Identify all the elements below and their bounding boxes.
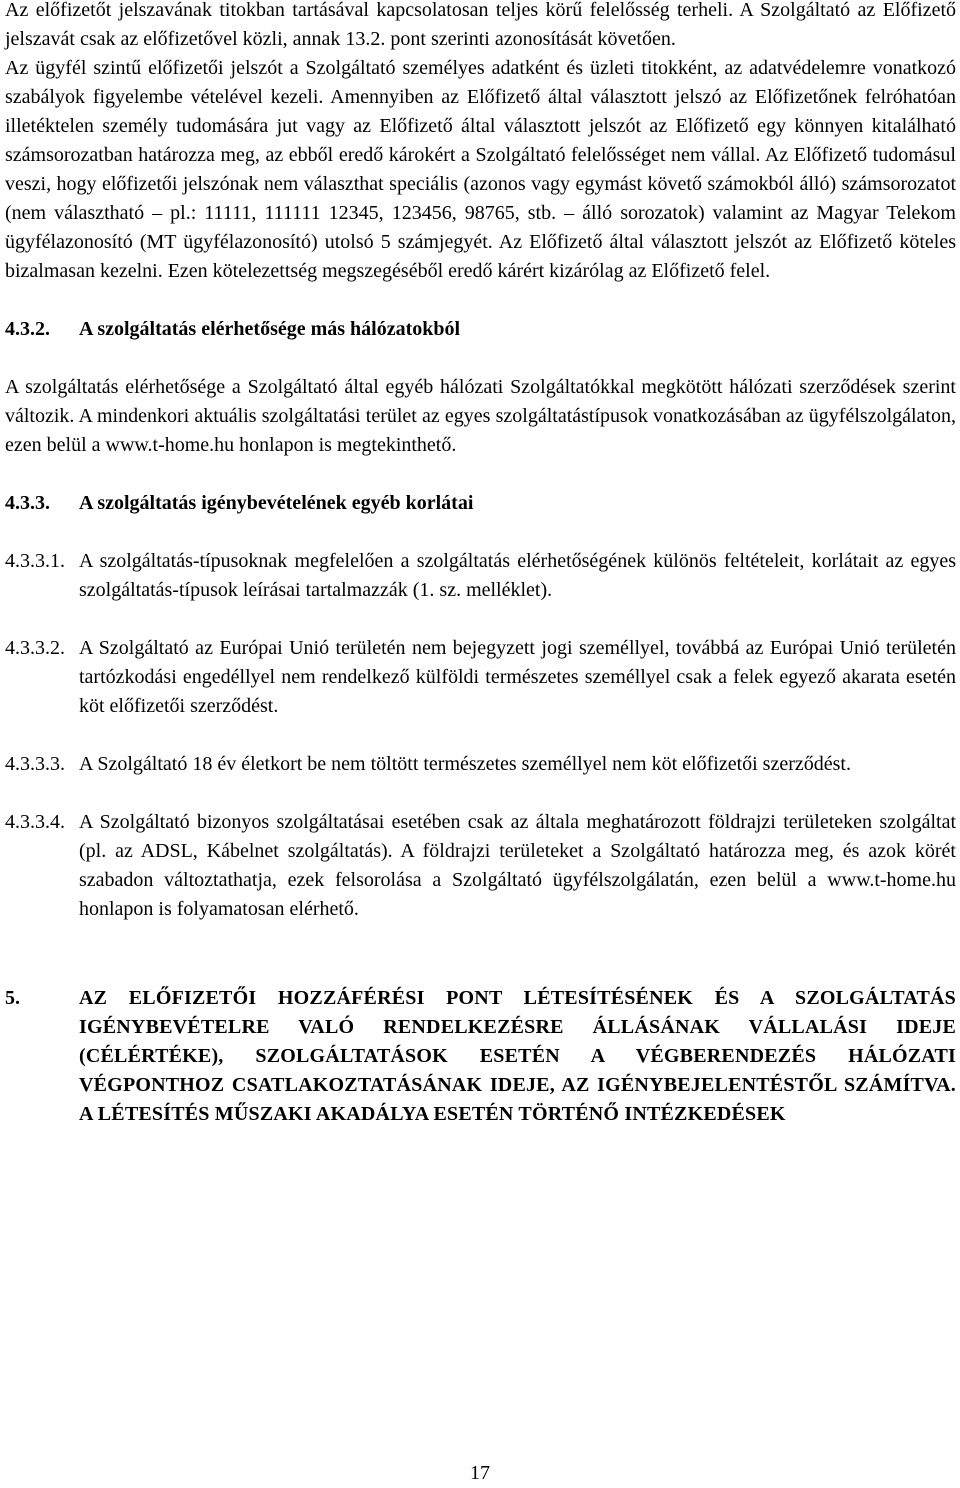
intro-paragraph-password-responsibility: Az előfizetőt jelszavának titokban tartásával kapcsolatosan teljes körű felelősség terheli. A Szolgáltató az Előfizető jelszavát csak az előfizetővel közli, annak 13.2. pont szerinti azonosítását követően. <box>5 0 956 50</box>
section-number: 4.3.2. <box>5 318 50 340</box>
section-title: A szolgáltatás igénybevételének egyéb korlátai <box>79 492 474 514</box>
subsection-4-3-3-1 <box>5 547 956 605</box>
intro-paragraph-password-handling: Az ügyfél szintű előfizetői jelszót a Szolgáltató személyes adatként és üzleti titokként, az adatvédelemre vonatkozó szabályok figyelembe vételével kezeli. Amennyiben az Előfizető által választott jelszó az Előfizetőnek felróhatóan illetéktelen személy tudomására jut vagy az Előfizető által választott jelszót az Előfizető egy könnyen kitalálható számsorozatban határozza meg, az ebből eredő károkért a Szolgáltató felelősséget nem vállal. Az Előfizető tudomásul veszi, hogy előfizetői jelszónak nem választhat speciális (azonos vagy egymást követő számokból álló) számsorozatot (nem választható – pl.: 11111, 111111 12345, 123456, 98765, stb. – álló sorozatok) valamint az Magyar Telekom ügyfélazonosító (MT ügyfélazonosító) utolsó 5 számjegyét. Az Előfizető által választott jelszót az Előfizető köteles bizalmasan kezelni. Ezen kötelezettség megszegéséből eredő kárért kizárólag az Előfizető felel. <box>5 57 956 282</box>
section-heading-4-3-2 <box>5 315 956 344</box>
chapter-title: AZ ELŐFIZETŐI HOZZÁFÉRÉSI PONT LÉTESÍTÉSÉNEK ÉS A SZOLGÁLTATÁS IGÉNYBEVÉTELRE VALÓ RENDELKEZÉSRE ÁLLÁSÁNAK VÁLLALÁSI IDEJE (CÉLÉRTÉKE), SZOLGÁLTATÁSOK ESETÉN A VÉGBERENDEZÉS HÁLÓZATI VÉGPONTHOZ CSATLAKOZTATÁSÁNAK IDEJE, AZ IGÉNYBEJELENTÉSTŐL SZÁMÍTVA. A LÉTESÍTÉS MŰSZAKI AKADÁLYA ESETÉN TÖRTÉNŐ INTÉZKEDÉSEK <box>79 987 956 1125</box>
section-number: 4.3.3. <box>5 492 50 514</box>
subsection-4-3-3-3 <box>5 750 956 779</box>
subsection-4-3-3-4 <box>5 808 956 924</box>
section-4-3-2-body: A szolgáltatás elérhetősége a Szolgáltató által egyéb hálózati Szolgáltatókkal megkötött hálózati szerződések szerint változik. A mindenkori aktuális szolgáltatási terület az egyes szolgáltatástípusok vonatkozásában az ügyfélszolgálaton, ezen belül a www.t-home.hu honlapon is megtekinthető. <box>5 376 956 456</box>
subsection-number: 4.3.3.3. <box>5 753 65 775</box>
subsection-number: 4.3.3.1. <box>5 550 65 572</box>
subsection-text: A szolgáltatás-típusoknak megfelelően a szolgáltatás elérhetőségének különös feltételeit, korlátait az egyes szolgáltatás-típusok leírásai tartalmazzák (1. sz. melléklet). <box>79 550 956 601</box>
subsection-number: 4.3.3.4. <box>5 811 65 833</box>
page-number: 17 <box>470 1462 490 1484</box>
section-heading-4-3-3 <box>5 489 956 518</box>
document-page <box>5 0 956 1129</box>
subsection-number: 4.3.3.2. <box>5 637 65 659</box>
subsection-text: A Szolgáltató az Európai Unió területén nem bejegyzett jogi személlyel, továbbá az Európai Unió területén tartózkodási engedéllyel nem rendelkező külföldi természetes személlyel csak a felek egyező akarata esetén köt előfizetői szerződést. <box>79 637 956 717</box>
subsection-4-3-3-2 <box>5 634 956 721</box>
subsection-text: A Szolgáltató 18 év életkort be nem töltött természetes személlyel nem köt előfizetői szerződést. <box>79 753 851 775</box>
chapter-heading-5 <box>5 984 956 1129</box>
chapter-number: 5. <box>5 987 20 1009</box>
section-title: A szolgáltatás elérhetősége más hálózatokból <box>79 318 461 340</box>
subsection-text: A Szolgáltató bizonyos szolgáltatásai esetében csak az általa meghatározott földrajzi területeken szolgáltat (pl. az ADSL, Kábelnet szolgáltatás). A földrajzi területeket a Szolgáltató határozza meg, és azok körét szabadon változtathatja, ezek felsorolása a Szolgáltató ügyfélszolgálatán, ezen belül a www.t-home.hu honlapon is folyamatosan elérhető. <box>79 811 956 920</box>
